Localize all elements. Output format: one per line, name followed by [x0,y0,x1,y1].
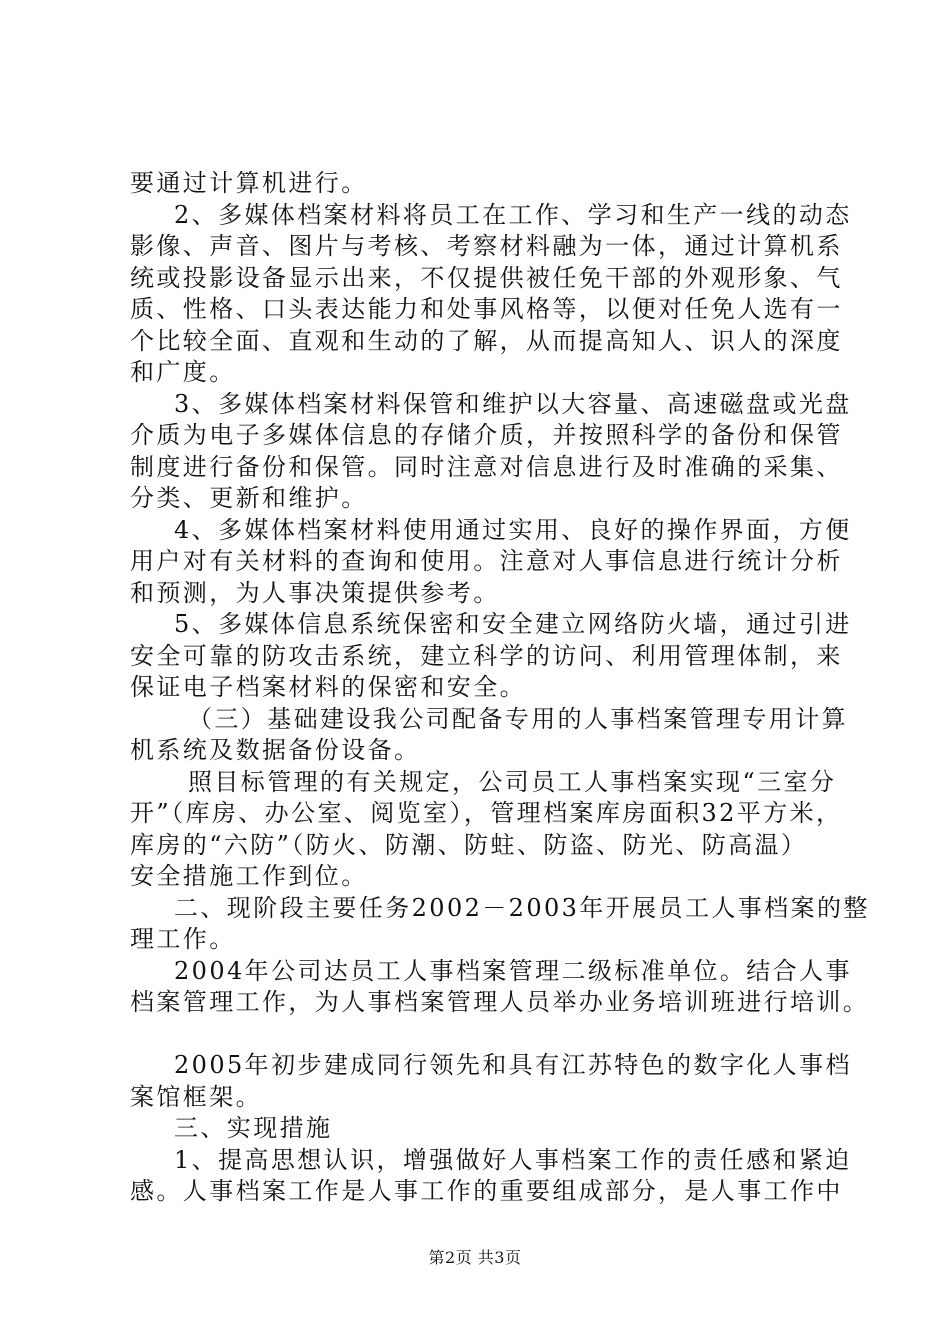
text-line: 5、多媒体信息系统保密和安全建立网络防火墙，通过引进 [174,610,852,638]
text-line: 照目标管理的有关规定，公司员工人事档案实现“三室分 [188,767,837,796]
text-line: 案馆框架。 [130,1082,262,1111]
text-line: 开”（库房、办公室、阅览室），管理档案库房面积32平方米， [130,799,843,827]
text-line: 影像、声音、图片与考核、考察材料融为一体，通过计算机系 [130,232,843,260]
text-line: 库房的“六防”（防火、防潮、防蛀、防盗、防光、防高温） [130,830,808,859]
text-line: 保证电子档案材料的保密和安全。 [130,673,526,701]
text-line: 安全可靠的防攻击系统，建立科学的访问、利用管理体制，来 [130,641,843,670]
text-line: 1、提高思想认识，增强做好人事档案工作的责任感和紧迫 [174,1145,852,1174]
text-line: （三）基础建设我公司配备专用的人事档案管理专用计算 [188,704,848,733]
text-line: 2005年初步建成同行领先和具有江苏特色的数字化人事档 [174,1051,852,1079]
text-line: 三、实现措施 [174,1114,333,1142]
text-line: 安全措施工作到位。 [130,862,368,890]
blank-line [130,1019,845,1051]
text-line: 质、性格、口头表达能力和处事风格等，以便对任免人选有一 [130,295,843,323]
text-line: 机系统及数据备份设备。 [130,736,421,764]
text-line: 制度进行备份和保管。同时注意对信息进行及时准确的采集、 [130,452,843,481]
text-line: 二、现阶段主要任务2002－2003年开展员工人事档案的整 [174,893,870,922]
text-line: 统或投影设备显示出来，不仅提供被任免干部的外观形象、气 [130,263,843,292]
text-line: 要通过计算机进行。 [130,169,368,197]
text-line: 个比较全面、直观和生动的了解，从而提高知人、识人的深度 [130,326,843,355]
text-line: 感。人事档案工作是人事工作的重要组成部分，是人事工作中 [130,1177,843,1205]
text-line: 用户对有关材料的查询和使用。注意对人事信息进行统计分析 [130,547,843,575]
text-line: 3、多媒体档案材料保管和维护以大容量、高速磁盘或光盘 [174,389,852,418]
text-line: 理工作。 [130,925,236,953]
body-text [130,168,870,1208]
text-line: 和广度。 [130,358,236,386]
text-line: 档案管理工作，为人事档案管理人员举办业务培训班进行培训。 [130,988,870,1016]
text-line: 介质为电子多媒体信息的存储介质，并按照科学的备份和保管 [130,421,843,449]
text-line: 和预测，为人事决策提供参考。 [130,578,500,607]
text-line: 2、多媒体档案材料将员工在工作、学习和生产一线的动态 [174,200,852,229]
page-footer: 第2页 共3页 [428,1248,522,1267]
text-line: 2004年公司达员工人事档案管理二级标准单位。结合人事 [174,956,852,985]
text-line: 分类、更新和维护。 [130,484,368,512]
text-line: 4、多媒体档案材料使用通过实用、良好的操作界面，方便 [174,515,852,544]
